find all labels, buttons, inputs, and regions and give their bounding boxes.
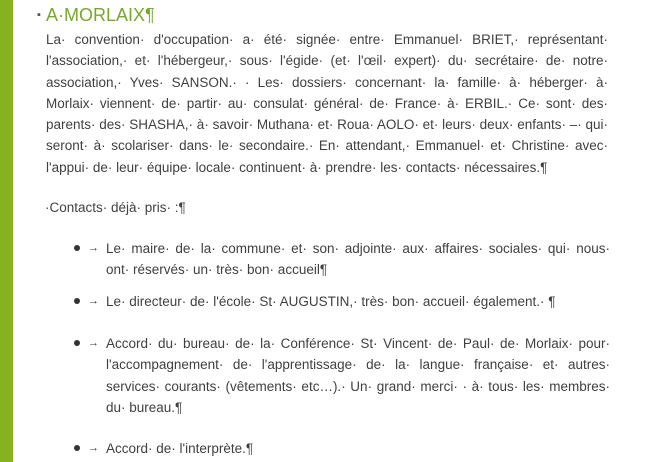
arrow-right-icon: →: [88, 337, 99, 349]
list-item-text: Le· directeur· de· l'école· St· AUGUSTIN,· très· bon· accueil· également.· ¶: [106, 294, 556, 309]
bullet-dot-icon: [74, 245, 80, 251]
list-item-text: Accord· de· l'interprète.¶: [106, 441, 254, 456]
intro-paragraph: La· convention· d'occupation· a· été· signée· entre· Emmanuel· BRIET,· représentant· l'association,· et· l'hébergeur,· sous· l'égide· (et· l'œil· expert)· du· secrétaire· de· notre· association,· Yves· SANSON.· · Les· dossiers· concernant· la· famille· à· héberger· à· Morlaix· viennent· de· partir· au· consulat· général· de· France· à· ERBIL.· Ce· sont· des· parents· des· SHASHA,· à· savoir· Muthana· et· Roua· AOLO· et· leurs· deux· enfants· –· qui· seront· à· scolariser· dans· le· secondaire.· En· attendant,· Emmanuel· et· Christine· avec· l'appui· de· leur· équipe· locale· continuent· à· prendre· les· contacts· nécessaires.¶: [46, 32, 608, 175]
arrow-right-icon: →: [88, 295, 99, 307]
contacts-label: ·Contacts· déjà· pris· :¶: [45, 200, 186, 215]
paragraph-marker-icon: ▪: [37, 9, 41, 21]
bullet-dot-icon: [74, 298, 80, 304]
list-item-text: Le· maire· de· la· commune· et· son· adjointe· aux· affaires· sociales· qui· nous· ont· réservés· un· très· bon· accueil¶: [106, 241, 610, 278]
arrow-right-icon: →: [88, 242, 99, 254]
accent-bar: [0, 0, 13, 462]
bullet-dot-icon: [74, 445, 80, 451]
list-item-text: Accord· du· bureau· de· la· Conférence· St· Vincent· de· Paul· de· Morlaix· pour· l'accompagnement· de· l'apprentissage· de· la· langue· française· et· autres· services· courants· (vêtements· etc…).· Un· grand· merci· · à· tous· les· membres· du· bureau.¶: [106, 336, 610, 415]
bullet-dot-icon: [74, 340, 80, 346]
arrow-right-icon: →: [88, 442, 99, 454]
section-heading: A·MORLAIX¶: [46, 5, 155, 25]
